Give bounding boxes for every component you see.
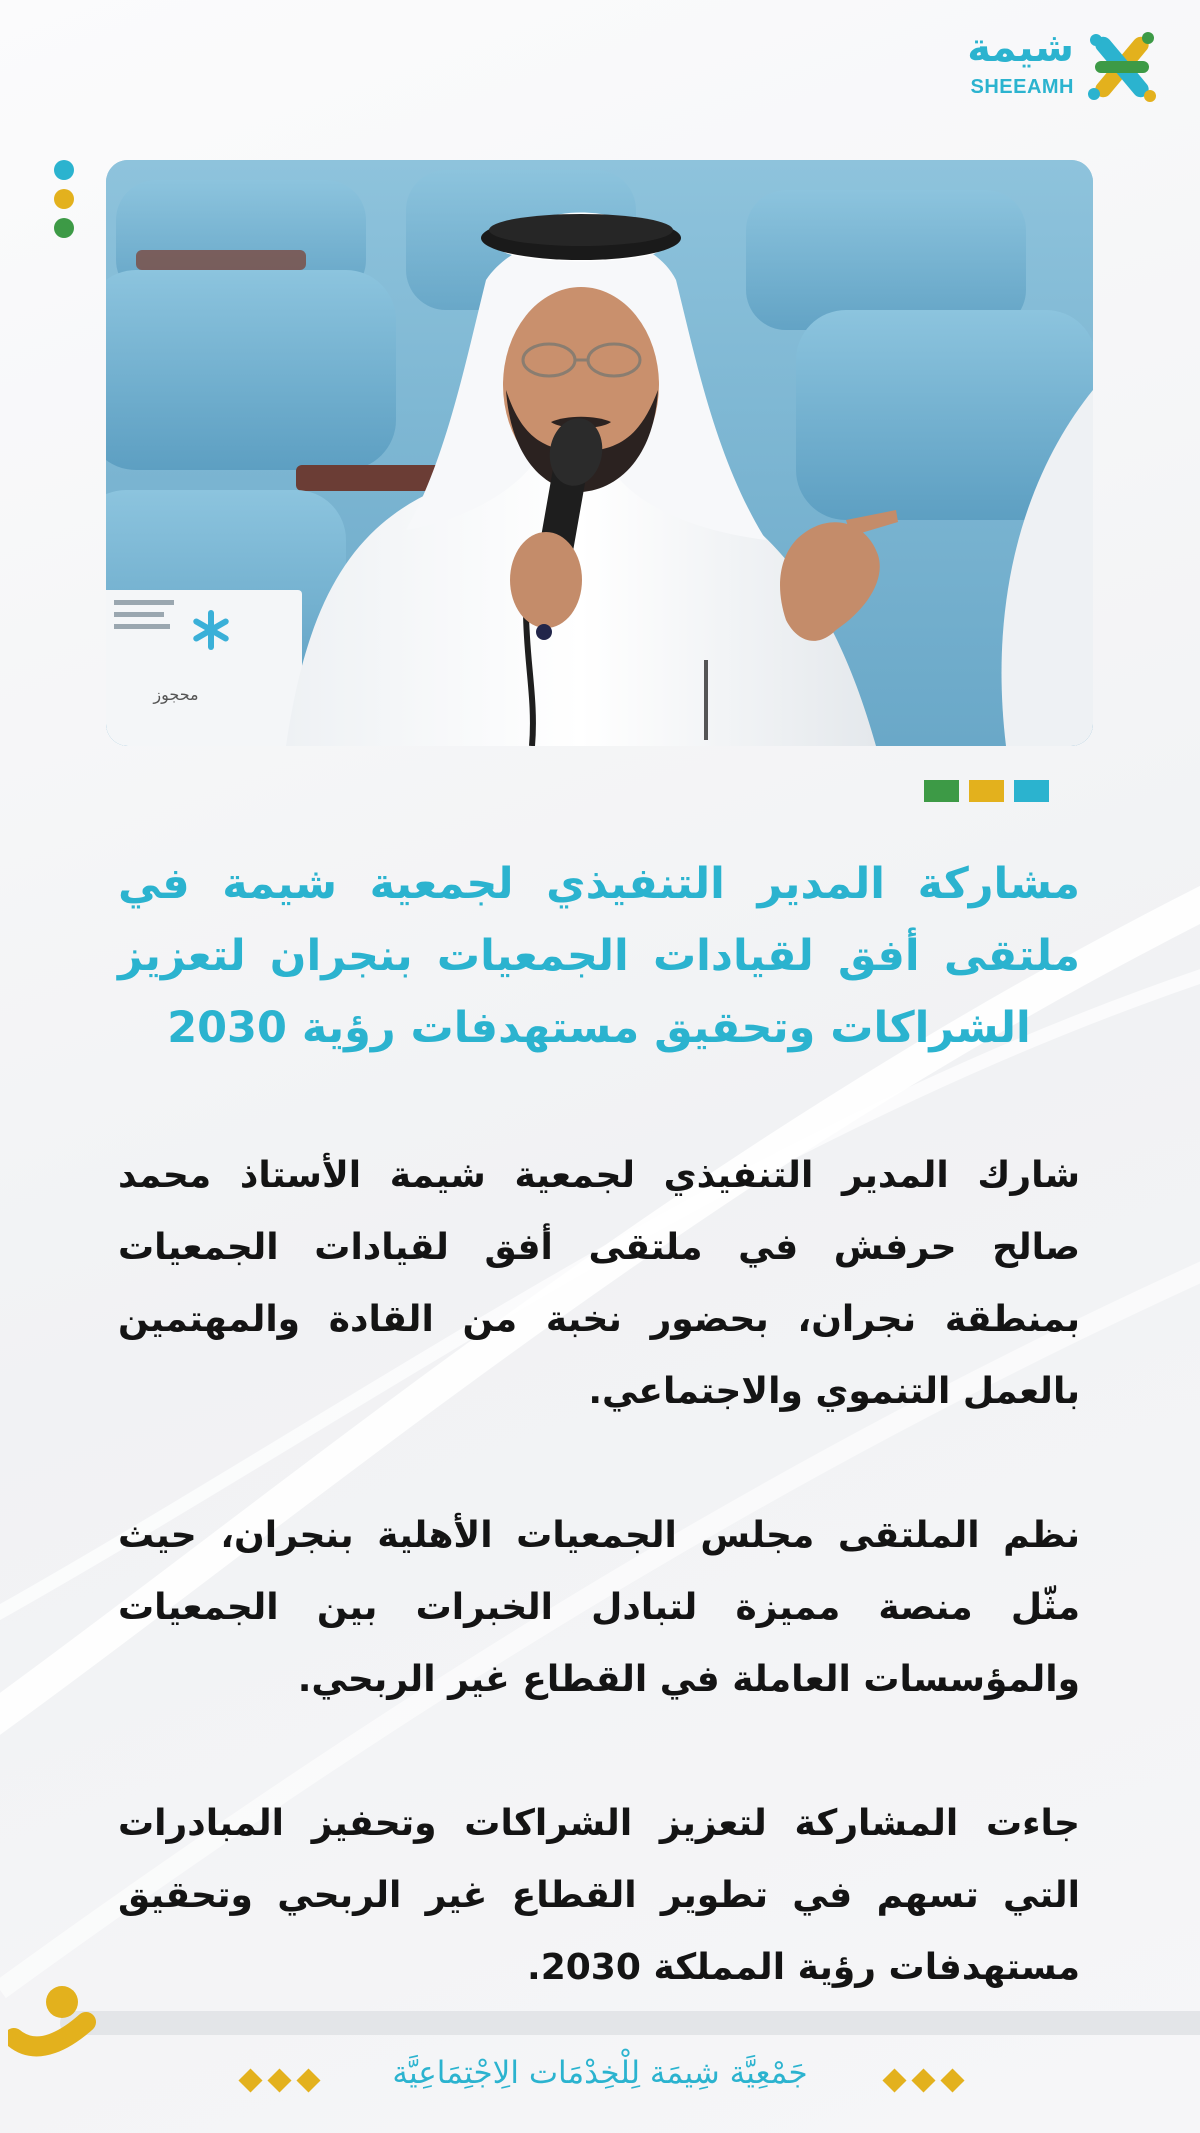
placard-text: محجوز [153, 685, 199, 704]
square-blue [1014, 780, 1049, 802]
dot-blue [54, 160, 74, 180]
paragraph-3: جاءت المشاركة لتعزيز الشراكات وتحفيز المبادرات التي تسهم في تطوير القطاع غير الربحي وتحقيق مستهدفات رؤية المملكة 2030. [118, 1803, 1080, 1988]
logo-text-arabic: شيمة [967, 25, 1074, 71]
logo-text-english: SHEEAMH [970, 76, 1074, 98]
dot-yellow [54, 189, 74, 209]
color-squares-decoration [924, 780, 1059, 802]
square-yellow [969, 780, 1004, 802]
square-green [924, 780, 959, 802]
footer-title: جَمْعِيَّة شِيمَة لِلْخِدْمَات الِاجْتِمَاعِيَّة [392, 2055, 808, 2091]
paragraph-2: نظم الملتقى مجلس الجمعيات الأهلية بنجران، حيث مثّل منصة مميزة لتبادل الخبرات بين الجمعيات والمؤسسات العاملة في القطاع غير الربحي. [118, 1515, 1080, 1700]
logo-mark-icon [1078, 26, 1166, 108]
diamond-icon [940, 2068, 964, 2092]
paragraph-1: شارك المدير التنفيذي لجمعية شيمة الأستاذ محمد صالح حرفش في ملتقى أفق لقيادات الجمعيات بمنطقة نجران، بحضور نخبة من القادة والمهتمين بالعمل التنموي والاجتماعي. [118, 1155, 1080, 1412]
speaker-photo [106, 160, 1093, 746]
brand-logo [960, 24, 1170, 110]
article-body [118, 1140, 1080, 2076]
headline: مشاركة المدير التنفيذي لجمعية شيمة في ملتقى أفق لقيادات الجمعيات بنجران لتعزيز الشراكات وتحقيق مستهدفات رؤية 2030 [118, 859, 1080, 1053]
diamond-icon [882, 2068, 906, 2092]
footer-diamonds-right [880, 2068, 967, 2094]
side-dots-decoration [54, 160, 76, 247]
diamond-icon [911, 2068, 935, 2092]
dot-green [54, 218, 74, 238]
